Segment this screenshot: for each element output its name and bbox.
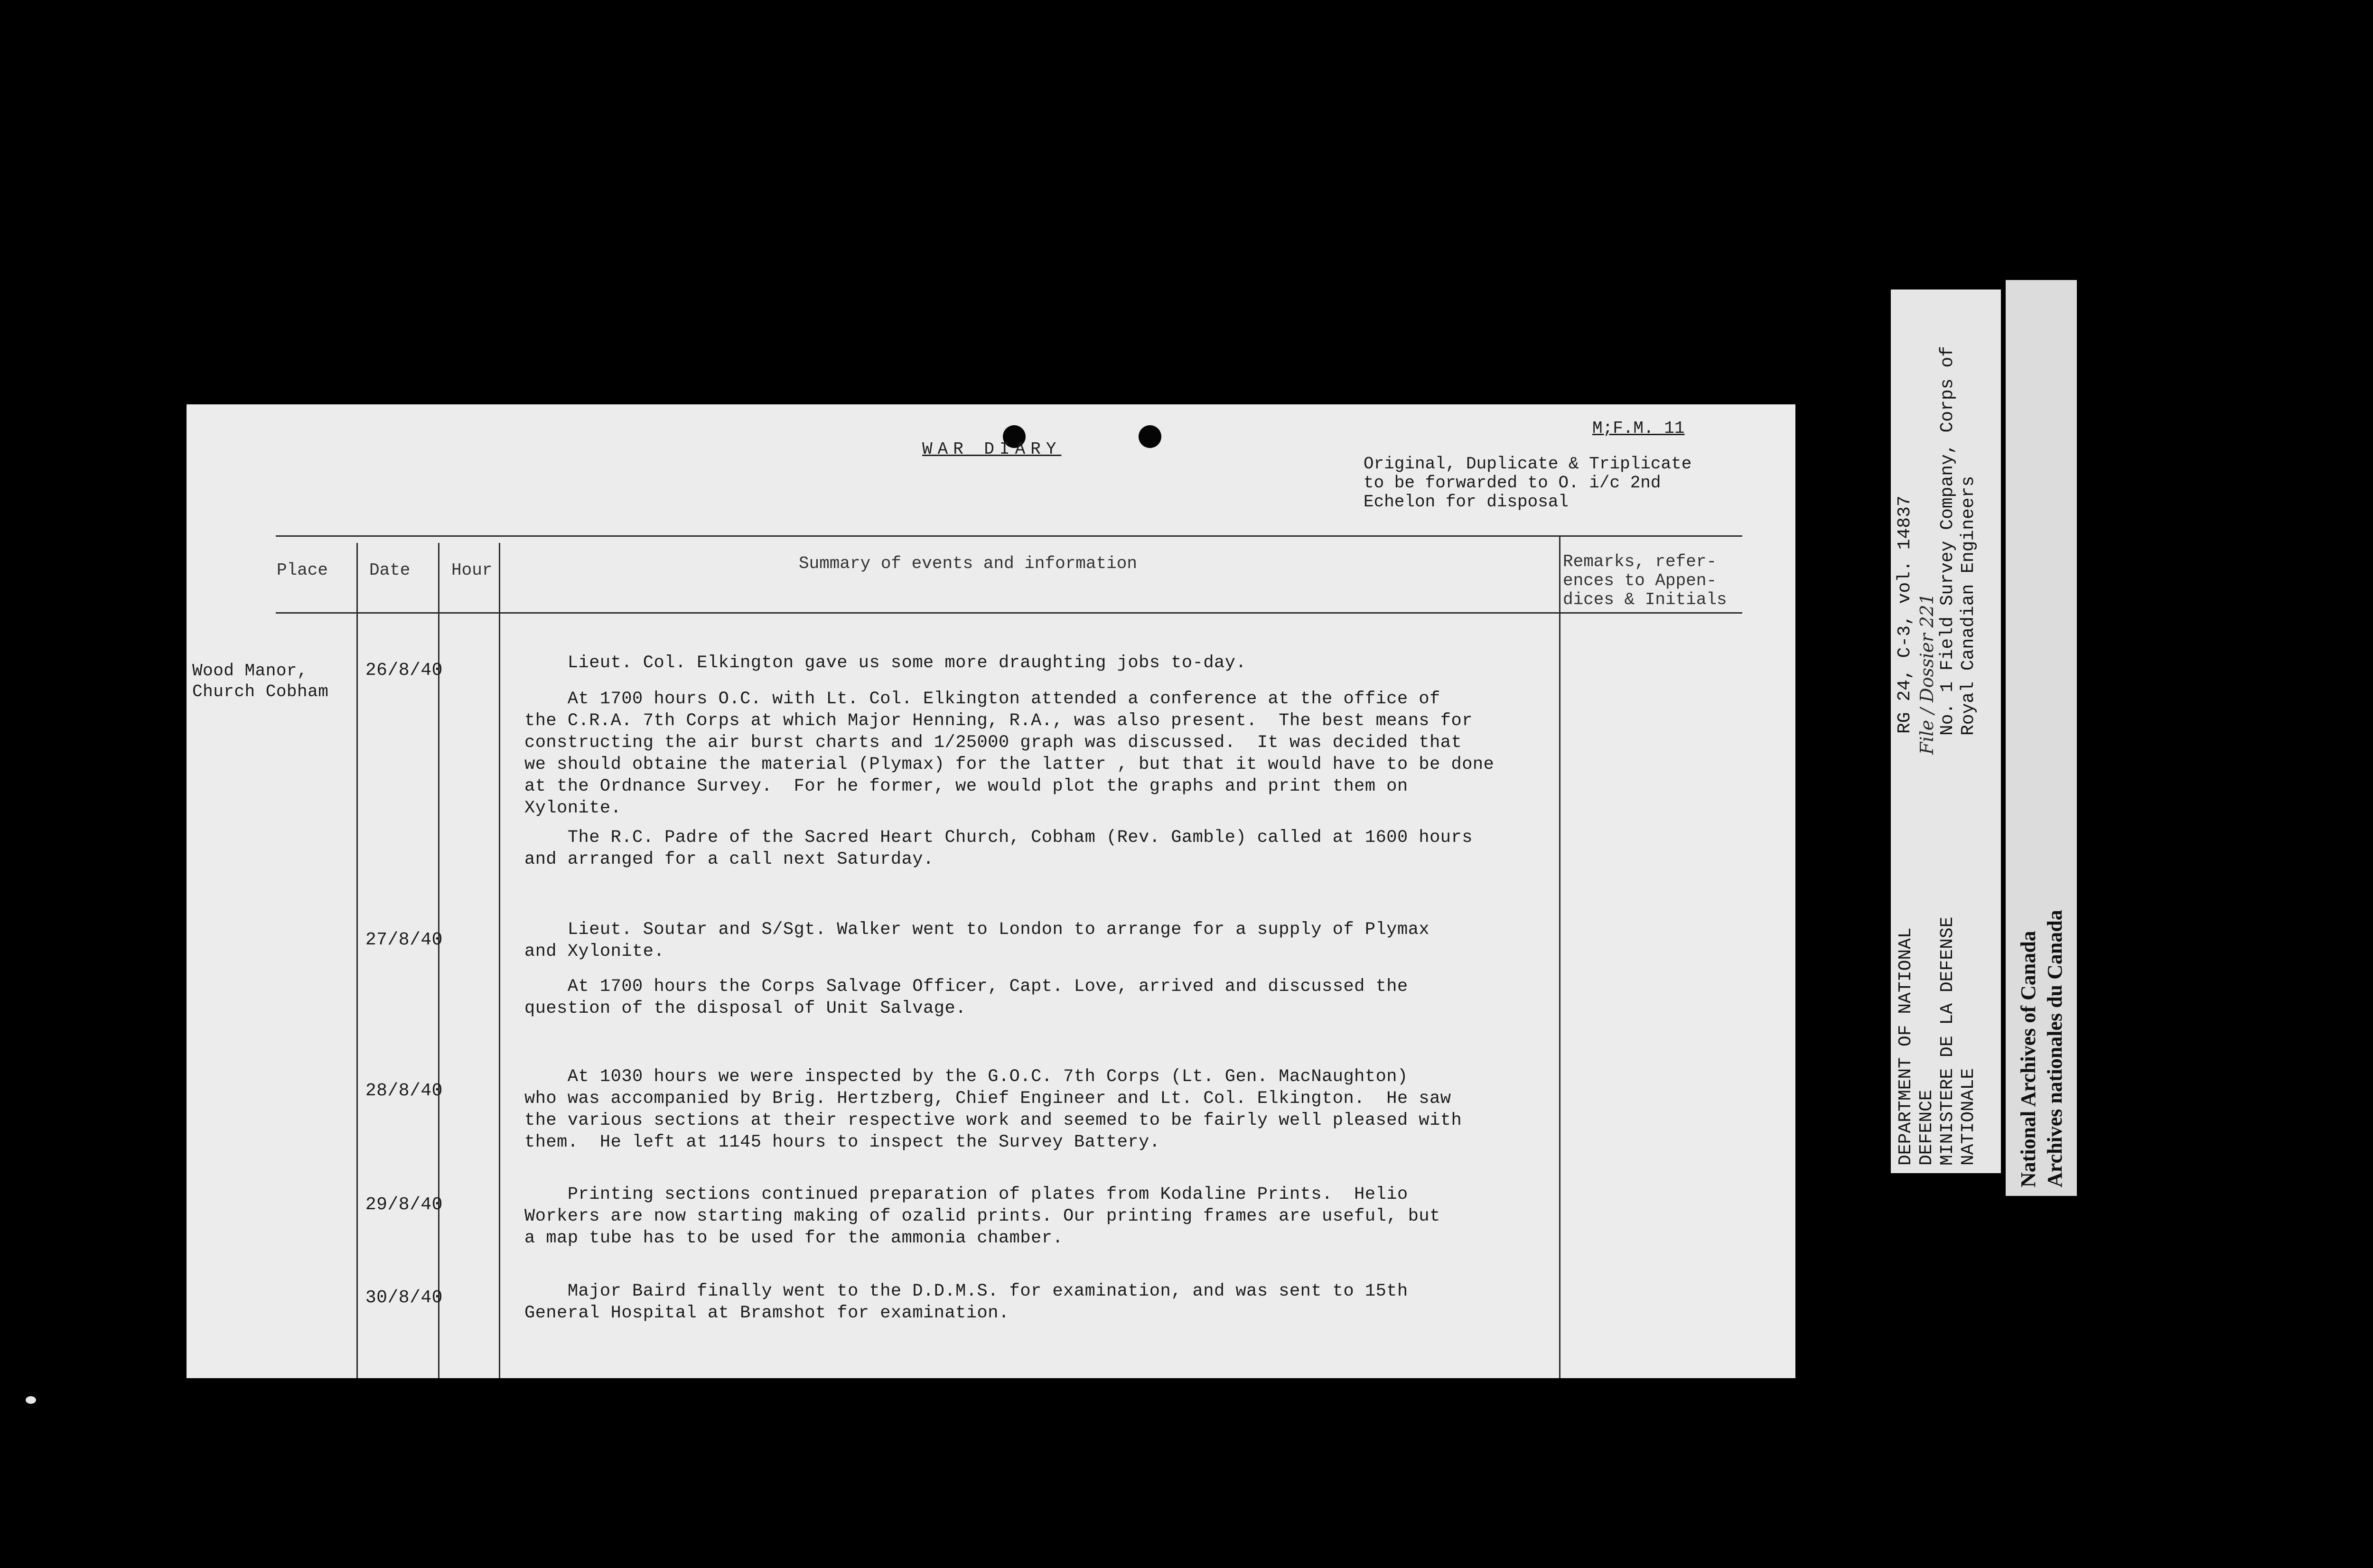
form-code: M;F.M. 11 xyxy=(1592,419,1685,438)
column-header-remarks: Remarks, refer- ences to Appen- dices & Initials xyxy=(1563,552,1727,609)
date-cell: 29/8/40 xyxy=(365,1195,443,1215)
column-header-date: Date xyxy=(369,560,411,580)
diary-paragraph: The R.C. Padre of the Sacred Heart Church, Cobham (Rev. Gamble) called at 1600 hours and arranged for a call next Saturday. xyxy=(524,828,1473,869)
column-header-summary: Summary of events and information xyxy=(799,554,1137,573)
page-title: WAR DIARY xyxy=(922,439,1062,459)
column-divider xyxy=(1559,535,1560,1378)
archive-reference-label xyxy=(1891,289,2001,1173)
header-bottom-rule xyxy=(276,612,1742,614)
column-header-place: Place xyxy=(277,560,328,580)
diary-paragraph: Lieut. Soutar and S/Sgt. Walker went to London to arrange for a supply of Plymax and Xylonite. xyxy=(524,920,1430,961)
column-header-hour: Hour xyxy=(451,560,493,580)
punch-hole xyxy=(1139,425,1161,448)
war-diary-page xyxy=(187,404,1795,1378)
table-top-rule xyxy=(276,535,1742,537)
archives-name-en: National Archives of Canada xyxy=(2017,931,2040,1187)
scan-speck xyxy=(26,1396,36,1404)
archive-reference: RG 24, C-3, vol. 14837 xyxy=(1895,495,1915,734)
date-cell: 30/8/40 xyxy=(365,1288,443,1308)
diary-paragraph: At 1030 hours we were inspected by the G.O.C. 7th Corps (Lt. Gen. MacNaughton) who was accompanied by Brig. Hertzberg, Chief Engineer and Lt. Col. Elkington. He saw the various sections at their respective work and seemed to be fairly well pleased with them. He left at 1145 hours to inspect the Survey Battery. xyxy=(524,1067,1462,1152)
date-cell: 27/8/40 xyxy=(365,930,443,950)
archives-name-fr: Archives nationales du Canada xyxy=(2043,910,2066,1187)
diary-paragraph: Printing sections continued preparation of plates from Kodaline Prints. Helio Workers are now starting making of ozalid prints. Our printing frames are useful, but a map tube has to be used for the ammonia chamber. xyxy=(524,1185,1440,1248)
national-archives-label xyxy=(2006,280,2077,1196)
date-cell: 26/8/40 xyxy=(365,660,443,681)
date-cell: 28/8/40 xyxy=(365,1081,443,1101)
diary-paragraph: Major Baird finally went to the D.D.M.S. for examination, and was sent to 15th General Hospital at Bramshot for examination. xyxy=(524,1281,1408,1323)
routing-note: Original, Duplicate & Triplicate to be forwarded to O. i/c 2nd Echelon for disposal xyxy=(1364,454,1692,512)
file-dossier-note: File / Dossier 221 xyxy=(1916,593,1937,755)
diary-paragraph: Lieut. Col. Elkington gave us some more draughting jobs to-day. xyxy=(524,653,1247,673)
department-text: DEPARTMENT OF NATIONAL DEFENCE MINISTERE DE LA DEFENSE NATIONALE xyxy=(1896,916,1979,1166)
unit-name: No. 1 Field Survey Company, Corps of Royal Canadian Engineers xyxy=(1937,346,1979,736)
column-divider xyxy=(499,543,500,1378)
place-cell: Wood Manor, Church Cobham xyxy=(192,661,329,701)
diary-paragraph: At 1700 hours the Corps Salvage Officer, Capt. Love, arrived and discussed the question of the disposal of Unit Salvage. xyxy=(524,977,1408,1018)
diary-paragraph: At 1700 hours O.C. with Lt. Col. Elkington attended a conference at the office of the C.R.A. 7th Corps at which Major Henning, R.A., was also present. The best means for constructing the air burst charts and 1/25000 graph was discussed. It was decided that we should obtaine the material (Plymax) for the latter , but that it would have to be done at the Ordnance Survey. For he former, we would plot the graphs and print them on Xylonite. xyxy=(524,689,1495,818)
